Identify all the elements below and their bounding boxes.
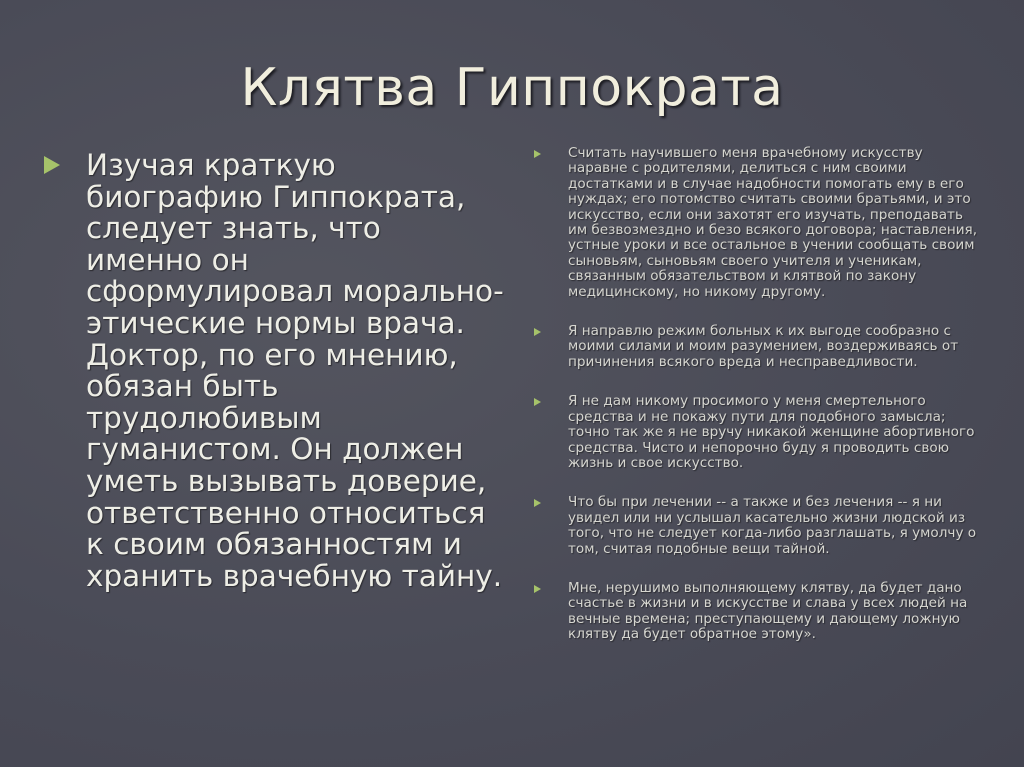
triangle-bullet-icon <box>534 328 541 336</box>
list-item-text: Что бы при лечении -- а также и без лечения -- я ни увидел или ни услышал касательно жизни людской из того, что не следует когда-либо разглашать, я умолчу о том, считая подобные вещи тайной. <box>568 494 977 557</box>
list-item-text: Считать научившего меня врачебному искусству наравне с родителями, делиться с ним своими достатками и в случае надобности помогать ему в его нуждах; его потомство считать своими братьями, и это искусство, если они захотят его изучать, преподавать им безвозмездно и безо всякого договора; наставления, устные уроки и все остальное в учении сообщать своим сыновьям, сыновьям своего учителя и ученикам, связанным обязательством и клятвой по закону медицинскому, но никому другому. <box>568 145 978 300</box>
list-item <box>534 324 986 370</box>
triangle-bullet-icon <box>44 156 60 174</box>
list-item-text: Я направлю режим больных к их выгоде сообразно с моими силами и моим разумением, воздерживаясь от причинения всякого вреда и несправедливости. <box>568 323 959 370</box>
triangle-bullet-icon <box>534 585 541 593</box>
triangle-bullet-icon <box>534 499 541 507</box>
slide-title: Клятва Гиппократа <box>240 58 784 118</box>
list-item <box>534 581 986 643</box>
left-column <box>44 150 504 592</box>
list-item <box>534 495 986 557</box>
list-item <box>534 394 986 471</box>
right-column <box>534 146 986 667</box>
list-item <box>534 146 986 300</box>
triangle-bullet-icon <box>534 150 541 158</box>
list-item-text: Я не дам никому просимого у меня смертельного средства и не покажу пути для подобного замысла; точно так же я не вручу никакой женщине абортивного средства. Чисто и непорочно буду я проводить свою жизнь и свое искусство. <box>568 393 975 471</box>
triangle-bullet-icon <box>534 398 541 406</box>
left-paragraph: Изучая краткую биографию Гиппократа, следует знать, что именно он сформулировал морально-этические нормы врача. Доктор, по его мнению, обязан быть трудолюбивым гуманистом. Он должен уметь вызывать доверие, ответственно относиться к своим обязанностям и хранить врачебную тайну. <box>86 148 504 593</box>
list-item-text: Мне, нерушимо выполняющему клятву, да будет дано счастье в жизни и в искусстве и слава у всех людей на вечные времена; преступающему и дающему ложную клятву да будет обратное этому». <box>568 579 968 643</box>
